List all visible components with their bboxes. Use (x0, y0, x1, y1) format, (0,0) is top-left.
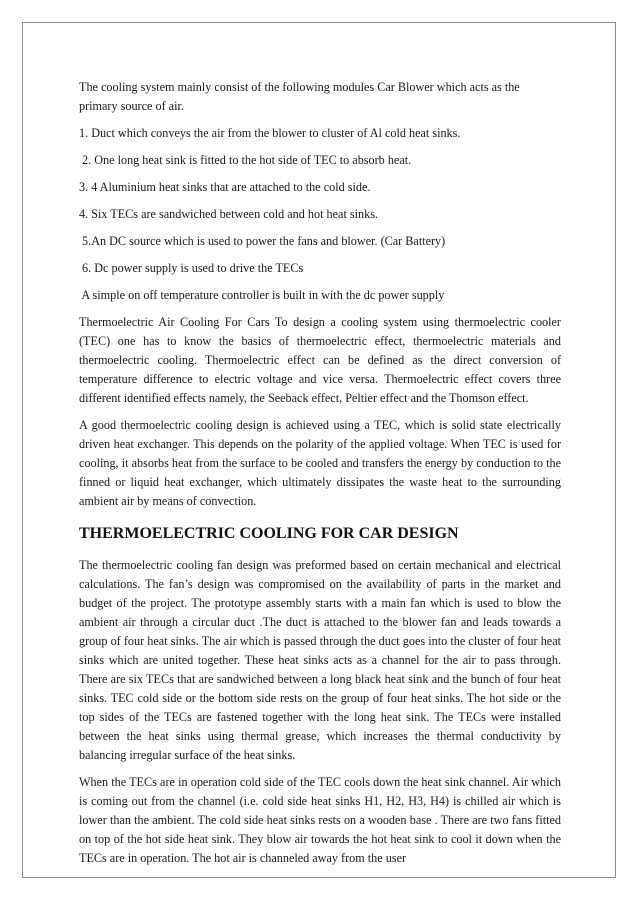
list-item-1: 1. Duct which conveys the air from the blower to cluster of Al cold heat sinks. (79, 126, 461, 140)
list-item-4: 4. Six TECs are sandwiched between cold and hot heat sinks. (79, 207, 378, 221)
controller-note: A simple on off temperature controller is built in with the dc power supply (79, 288, 445, 302)
list-item-5: 5.An DC source which is used to power the fans and blower. (Car Battery) (79, 234, 446, 248)
intro-paragraph: The cooling system mainly consist of the following modules Car Blower which acts as the primary source of air. (79, 80, 520, 113)
document-body (79, 78, 561, 876)
tec-design-paragraph: A good thermoelectric cooling design is achieved using a TEC, which is solid state electrically driven heat exchanger. This depends on the polarity of the applied voltage. When TEC is used for cooling, it absorbs heat from the surface to be cooled and transfers the energy by conduction to the finned or liquid heat exchanger, which ultimately dissipates the waste heat to the surrounding ambient air by means of convection. (79, 418, 561, 508)
section-heading: THERMOELECTRIC COOLING FOR CAR DESIGN (79, 525, 459, 542)
operation-paragraph: When the TECs are in operation cold side of the TEC cools down the heat sink channel. Air which is coming out from the channel (i.e. cold side heat sinks H1, H2, H3, H4) is chilled air which is lower than the ambient. The cold side heat sinks rests on a wooden base . There are two fans fitted on top of the hot side heat sink. They blow air towards the hot heat sink to cool it down when the TECs are in operation. The hot air is channeled away from the user (79, 775, 561, 865)
thermoelectric-intro-paragraph: Thermoelectric Air Cooling For Cars To design a cooling system using thermoelectric cooler (TEC) one has to know the basics of thermoelectric effect, thermoelectric materials and thermoelectric cooling. Thermoelectric effect can be defined as the direct conversion of temperature difference to electric voltage and vice versa. Thermoelectric effect covers three different identified effects namely, the Seeback effect, Peltier effect and the Thomson effect. (79, 315, 561, 405)
list-item-6: 6. Dc power supply is used to drive the TECs (79, 261, 304, 275)
list-item-3: 3. 4 Aluminium heat sinks that are attached to the cold side. (79, 180, 371, 194)
list-item-2: 2. One long heat sink is fitted to the hot side of TEC to absorb heat. (79, 153, 412, 167)
design-paragraph: The thermoelectric cooling fan design was preformed based on certain mechanical and electrical calculations. The fan’s design was compromised on the availability of parts in the market and budget of the project. The prototype assembly starts with a main fan which is used to blow the ambient air through a circular duct .The duct is attached to the blower fan and leads towards a group of four heat sinks. The air which is passed through the duct goes into the cluster of four heat sinks which are united together. These heat sinks acts as a channel for the air to pass through. There are six TECs that are sandwiched between a long black heat sink and the bunch of four heat sinks. TEC cold side or the bottom side rests on the group of four heat sinks. The hot side or the top sides of the TECs are fastened together with the long heat sink. The TECs were installed between the heat sinks using thermal grease, which increases the thermal conductivity by balancing irregular surface of the heat sinks. (79, 558, 561, 762)
